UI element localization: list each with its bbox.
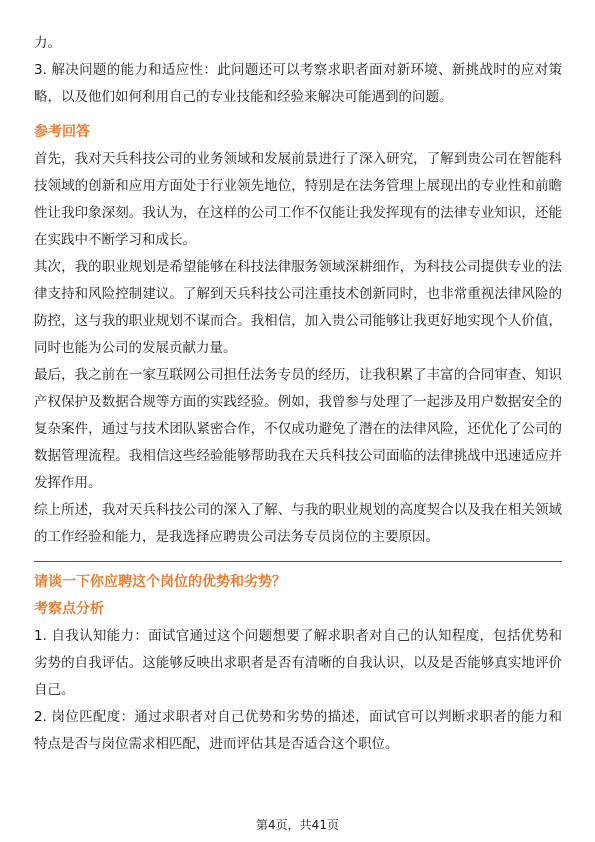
question-title: 请谈一下你应聘这个岗位的优势和劣势？ xyxy=(34,574,286,590)
answer-paragraph-4: 综上所述，我对天兵科技公司的深入了解、与我的职业规划的高度契合以及我在相关领域的工作经验和能力，是我选择应聘贵公司法务专员岗位的主要原因。 xyxy=(34,502,562,545)
document-page xyxy=(34,30,562,758)
page-number: 第4页，共41页 xyxy=(256,818,339,832)
answer-paragraph-1: 首先，我对天兵科技公司的业务领域和发展前景进行了深入研究，了解到贵公司在智能科技领域的创新和应用方面处于行业领先地位，特别是在法务管理上展现出的专业性和前瞻性让我印象深刻。我认为，在这样的公司工作不仅能让我发挥现有的法律专业知识，还能在实践中不断学习和成长。 xyxy=(34,151,562,248)
continuation-text: 力。 xyxy=(34,35,61,51)
list-item-problem-solving: 3. 解决问题的能力和适应性：此问题还可以考察求职者面对新环境、新挑战时的应对策略，以及他们如何利用自己的专业技能和经验来解决可能遇到的问题。 xyxy=(34,62,562,105)
section-divider xyxy=(34,561,562,562)
answer-heading: 参考回答 xyxy=(34,124,90,140)
analysis-heading: 考察点分析 xyxy=(34,601,104,617)
analysis-item-2: 2. 岗位匹配度：通过求职者对自己优势和劣势的描述，面试官可以判断求职者的能力和特点是否与岗位需求相匹配，进而评估其是否适合这个职位。 xyxy=(34,709,562,752)
answer-paragraph-2: 其次，我的职业规划是希望能够在科技法律服务领域深耕细作，为科技公司提供专业的法律支持和风险控制建议。了解到天兵科技公司注重技术创新同时，也非常重视法律风险的防控，这与我的职业规划不谋而合。我相信，加入贵公司能够让我更好地实现个人价值，同时也能为公司的发展贡献力量。 xyxy=(34,259,562,356)
analysis-item-1: 1. 自我认知能力：面试官通过这个问题想要了解求职者对自己的认知程度，包括优势和劣势的自我评估。这能够反映出求职者是否有清晰的自我认识，以及是否能够真实地评价自己。 xyxy=(34,628,562,698)
answer-paragraph-3: 最后，我之前在一家互联网公司担任法务专员的经历，让我积累了丰富的合同审查、知识产权保护及数据合规等方面的实践经验。例如，我曾参与处理了一起涉及用户数据安全的复杂案件，通过与技术团队紧密合作，不仅成功避免了潜在的法律风险，还优化了公司的数据管理流程。我相信这些经验能够帮助我在天兵科技公司面临的法律挑战中迅速适应并发挥作用。 xyxy=(34,367,562,491)
